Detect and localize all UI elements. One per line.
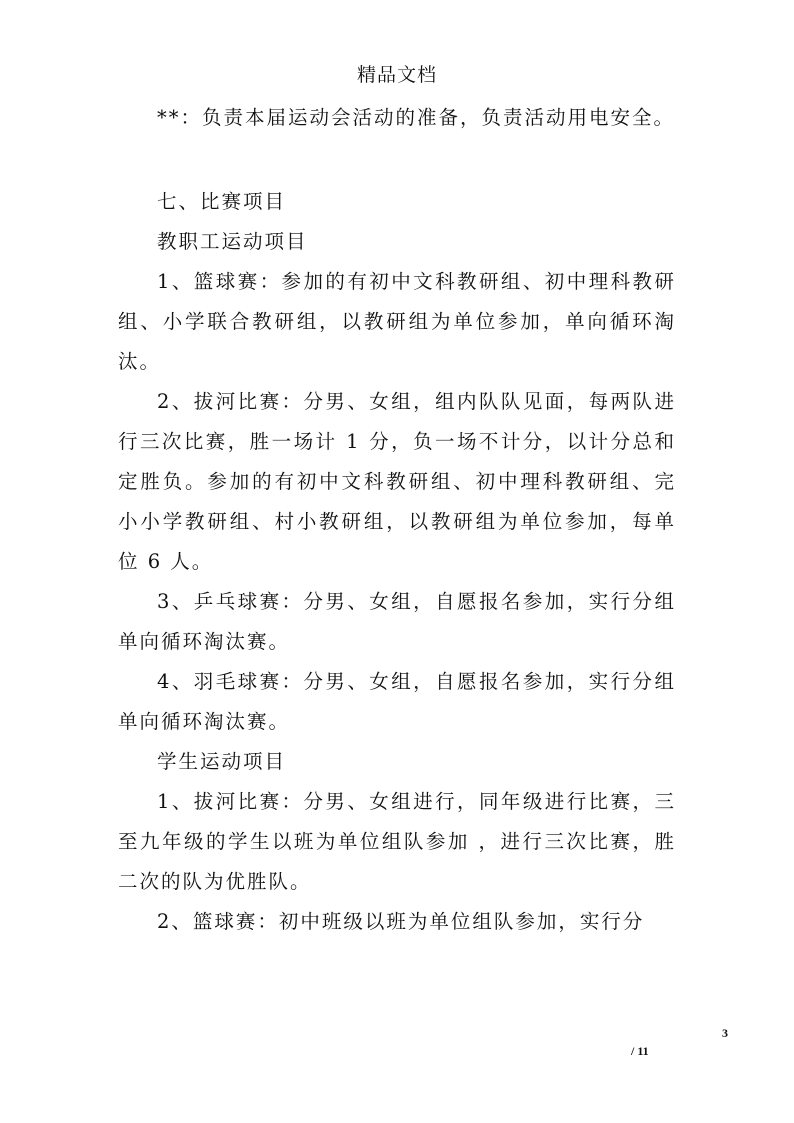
student-item-basketball: 2、篮球赛：初中班级以班为单位组队参加，实行分 [157, 910, 645, 933]
staff-item-badminton: 4、羽毛球赛：分男、女组，自愿报名参加，实行分组单向循环淘汰赛。 [118, 670, 676, 733]
page-total: / 11 [631, 1044, 649, 1058]
student-item-tug-of-war: 1、拔河比赛：分男、女组进行，同年级进行比赛，三至九年级的学生以班为单位组队参加 ，进行三次比赛，胜二次的队为优胜队。 [118, 790, 676, 893]
subheading-student-events: 学生运动项目 [157, 750, 287, 773]
staff-item-tug-of-war: 2、拔河比赛：分男、女组，组内队队见面，每两队进行三次比赛，胜一场计 1 分，负一场不计分，以计分总和定胜负。参加的有初中文科教研组、初中理科教研组、完小小学教研组、村小教研组，以教研组为单位参加，每单位 6 人。 [118, 390, 676, 573]
staff-item-table-tennis: 3、乒乓球赛：分男、女组，自愿报名参加，实行分组单向循环淘汰赛。 [118, 590, 676, 653]
page-number: 3 [722, 1026, 728, 1040]
document-header-title: 精品文档 [356, 64, 437, 86]
staff-item-basketball: 1、篮球赛：参加的有初中文科教研组、初中理科教研组、小学联合教研组，以教研组为单位参加，单向循环淘汰。 [118, 270, 676, 373]
paragraph-electric-safety: **：负责本届运动会活动的准备，负责活动用电安全。 [157, 106, 676, 129]
subheading-staff-events: 教职工运动项目 [157, 230, 308, 253]
document-body [118, 98, 676, 942]
section-heading-events: 七、比赛项目 [157, 190, 287, 213]
paragraph-spacer [118, 138, 676, 182]
